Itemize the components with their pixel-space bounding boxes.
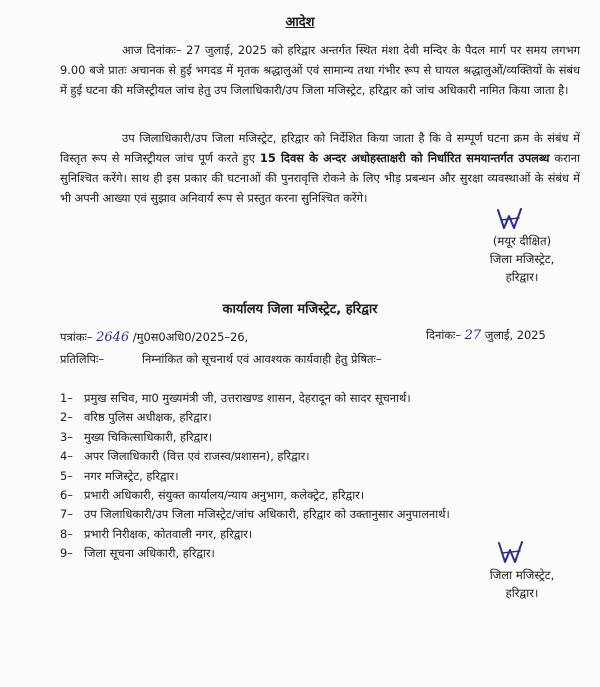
signature-block-2 xyxy=(470,566,574,602)
reference-suffix: /मु0स0अधि0/2025–26, xyxy=(132,330,249,344)
list-item xyxy=(60,428,590,447)
list-item xyxy=(60,467,590,486)
list-item-text: अपर जिलाधिकारी (वित्त एवं राजस्व/प्रशासन), हरिद्वार। xyxy=(84,449,310,464)
order-paragraph-1: आज दिनांकः– 27 जुलाई, 2025 को हरिद्वार अन्तर्गत स्थित मंशा देवी मन्दिर के पैदल मार्ग पर समय लगभग 9.00 बजे प्रातः अचानक से हुई भगदड में मृतक श्रद्धालुओं एवं सामान्य तथा गंभीर रूप से घायल श्रद्धालुओं/व्यक्तियों के संबंध में हुई घटना की मजिस्ट्रीयल जांच हेतु उप जिलाधिकारी/उप जिला मजिस्ट्रेट, हरिद्वार को जांच अधिकारी नामित किया जाता है। xyxy=(60,43,580,97)
list-item-text: नगर मजिस्ट्रेट, हरिद्वार। xyxy=(84,468,179,483)
signature-block-1 xyxy=(470,232,574,286)
list-item-number: 8– xyxy=(60,526,73,541)
signatory-designation: जिला मजिस्ट्रेट, xyxy=(489,252,555,266)
signatory-place-2: हरिद्वार। xyxy=(505,586,539,600)
list-item-number: 3– xyxy=(60,429,73,444)
list-item-number: 1– xyxy=(60,391,73,405)
copy-to-text: निम्नांकित को सूचनार्थ एवं आवश्यक कार्यवाही हेतु प्रेषितः– xyxy=(142,352,382,366)
date-label: दिनांकः– xyxy=(426,328,462,342)
date-line xyxy=(426,328,546,343)
list-item-number: 2– xyxy=(60,410,73,425)
list-item xyxy=(60,447,590,466)
list-item-number: 6– xyxy=(60,487,73,502)
list-item xyxy=(60,408,590,427)
reference-line xyxy=(60,330,248,345)
reference-label: पत्रांकः– xyxy=(60,330,93,344)
list-item-number: 5– xyxy=(60,468,73,483)
list-item-number: 9– xyxy=(60,546,73,561)
copy-to-label: प्रतिलिपिः– xyxy=(60,352,105,366)
list-item-text: जिला सूचना अधिकारी, हरिद्वार। xyxy=(84,546,215,561)
signatory-name: (मयूर दीक्षित) xyxy=(492,234,552,248)
copy-to-line xyxy=(60,352,382,367)
office-heading: कार्यालय जिला मजिस्ट्रेट, हरिद्वार xyxy=(222,302,378,317)
reference-number-handwritten: 2646 xyxy=(96,330,130,345)
list-item xyxy=(60,389,590,408)
list-item-text: प्रभारी निरीक्षक, कोतवाली नगर, हरिद्वार। xyxy=(84,526,253,541)
list-item-number: 4– xyxy=(60,449,73,464)
order-paragraph-2-end: कराना सुनिश्चित करेंगे। साथ ही इस प्रकार की घटनाओं की पुनरावृत्ति रोकने के लिए भीड़ प्रबन्धन और सुरक्षा व्यवस्थाओं के संबंध में भी अपनी आख्या एवं सुझाव अनिवार्य रूप से प्रस्तुत करना सुनिश्चित करेंगे। xyxy=(60,151,580,205)
list-item-text: प्रमुख सचिव, मा0 मुख्यमंत्री जी, उत्तराखण्ड शासन, देहरादून को सादर सूचनार्थ। xyxy=(84,391,411,405)
signatory-place: हरिद्वार। xyxy=(505,270,539,284)
signatory-designation-2: जिला मजिस्ट्रेट, xyxy=(489,568,555,582)
signature-mark-2-icon xyxy=(494,538,528,568)
order-title: आदेश xyxy=(285,15,315,30)
list-item xyxy=(60,505,590,524)
date-suffix: जुलाई, 2025 xyxy=(484,328,546,342)
list-item-number: 7– xyxy=(60,507,73,522)
order-paragraph-2 xyxy=(60,128,580,208)
list-item-text: मुख्य चिकित्साधिकारी, हरिद्वार। xyxy=(84,429,213,444)
date-handwritten: 27 xyxy=(464,328,482,343)
list-item-text: वरिष्ठ पुलिस अधीक्षक, हरिद्वार। xyxy=(84,410,212,425)
signature-mark-1-icon xyxy=(494,206,528,234)
order-paragraph-2-start: उप जिलाधिकारी/उप जिला मजिस्ट्रेट, हरिद्वार को निर्देशित किया जाता है कि वे सम्पूर्ण घटना क्रम के संबंध में विस्तृत रूप से मजिस्ट्रीयल जांच पूर्ण करते हुए xyxy=(60,131,580,165)
list-item-text: प्रभारी अधिकारी, संयुक्त कार्यालय/न्याय अनुभाग, कलेक्ट्रेट, हरिद्वार। xyxy=(84,487,365,502)
order-paragraph-2-deadline: 15 दिवस के अन्दर अधोहस्ताक्षरी को निर्धारित समयान्तर्गत उपलब्ध xyxy=(259,151,550,165)
list-item-text: उप जिलाधिकारी/उप जिला मजिस्ट्रेट/जांच अधिकारी, हरिद्वार को उक्तानुसार अनुपालनार्थ। xyxy=(84,507,450,522)
list-item xyxy=(60,486,590,505)
